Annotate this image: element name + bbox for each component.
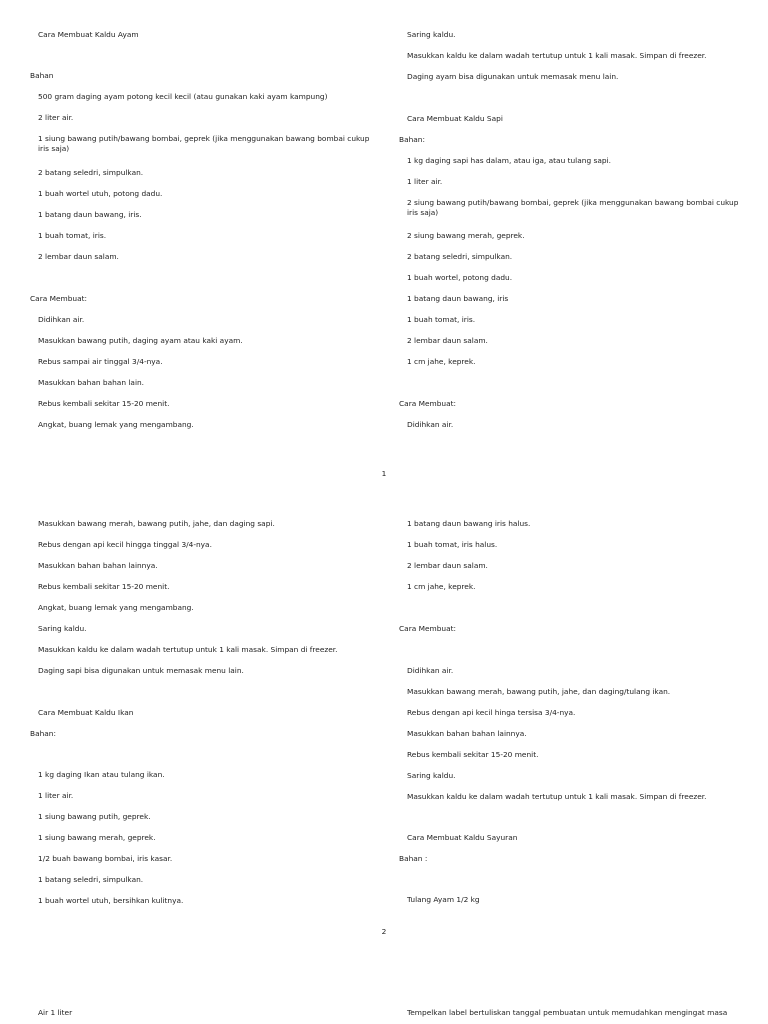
text-line: 2 siung bawang putih/bawang bombai, geprek (jika menggunakan bawang bombai cukup iris saja) bbox=[407, 198, 739, 217]
text-line: Bahan: bbox=[399, 135, 425, 144]
text-line: Tulang Ayam 1/2 kg bbox=[407, 895, 480, 904]
text-line: Masukkan bawang putih, daging ayam atau kaki ayam. bbox=[38, 336, 243, 345]
text-line: 1 batang daun bawang, iris. bbox=[38, 210, 142, 219]
text-line: Bahan : bbox=[399, 854, 428, 863]
text-line: 2 batang seledri, simpulkan. bbox=[38, 168, 144, 177]
text-line: 1 batang seledri, simpulkan. bbox=[38, 875, 144, 884]
text-line: Cara Membuat Kaldu Ikan bbox=[38, 708, 134, 717]
text-line: Cara Membuat: bbox=[399, 399, 457, 408]
text-line: Rebus kembali sekitar 15-20 menit. bbox=[38, 399, 170, 408]
text-line: Masukkan kaldu ke dalam wadah tertutup untuk 1 kali masak. Simpan di freezer. bbox=[407, 51, 707, 60]
text-line: Masukkan bawang merah, bawang putih, jahe, dan daging/tulang ikan. bbox=[407, 687, 671, 696]
text-line: Cara Membuat Kaldu Ayam bbox=[38, 30, 139, 39]
text-line: 1 kg daging sapi has dalam, atau iga, atau tulang sapi. bbox=[407, 156, 611, 165]
text-line: Rebus kembali sekitar 15-20 menit. bbox=[38, 582, 170, 591]
text-line: 1 buah wortel, potong dadu. bbox=[407, 273, 513, 282]
text-line: 2 lembar daun salam. bbox=[407, 336, 488, 345]
text-line: Masukkan bahan bahan lainnya. bbox=[407, 729, 527, 738]
text-line: Saring kaldu. bbox=[407, 771, 456, 780]
text-line: 1 kg daging Ikan atau tulang ikan. bbox=[38, 770, 165, 779]
text-line: 1 batang daun bawang, iris bbox=[407, 294, 509, 303]
text-line: Cara Membuat Kaldu Sayuran bbox=[407, 833, 518, 842]
text-line: Cara Membuat: bbox=[399, 624, 457, 633]
page-number: 2 bbox=[381, 927, 387, 936]
text-line: Daging ayam bisa digunakan untuk memasak menu lain. bbox=[407, 72, 619, 81]
text-line: Masukkan kaldu ke dalam wadah tertutup untuk 1 kali masak. Simpan di freezer. bbox=[407, 792, 707, 801]
text-line: 1 liter air. bbox=[38, 791, 74, 800]
text-line: 1 batang daun bawang iris halus. bbox=[407, 519, 531, 528]
text-line: 2 lembar daun salam. bbox=[407, 561, 488, 570]
text-line: Didihkan air. bbox=[407, 666, 454, 675]
text-line: 2 lembar daun salam. bbox=[38, 252, 119, 261]
text-line: Masukkan bahan bahan lainnya. bbox=[38, 561, 158, 570]
text-line: 1 buah tomat, iris halus. bbox=[407, 540, 498, 549]
text-line: Cara Membuat Kaldu Sapi bbox=[407, 114, 503, 123]
text-line: 1 siung bawang putih/bawang bombai, geprek (jika menggunakan bawang bombai cukup iris saja) bbox=[38, 134, 370, 153]
text-line: Saring kaldu. bbox=[38, 624, 87, 633]
text-line: Masukkan bahan bahan lain. bbox=[38, 378, 145, 387]
text-line: 2 batang seledri, simpulkan. bbox=[407, 252, 513, 261]
text-line: 1 buah tomat, iris. bbox=[38, 231, 107, 240]
text-line: Rebus dengan api kecil hinga tersisa 3/4-nya. bbox=[407, 708, 576, 717]
text-line: Bahan: bbox=[30, 729, 56, 738]
page-number: 1 bbox=[381, 469, 387, 478]
text-line: 1 buah wortel utuh, bersihkan kulitnya. bbox=[38, 896, 184, 905]
text-line: 1 buah tomat, iris. bbox=[407, 315, 476, 324]
text-line: 1/2 buah bawang bombai, iris kasar. bbox=[38, 854, 173, 863]
text-line: 1 siung bawang merah, geprek. bbox=[38, 833, 156, 842]
text-line: Didihkan air. bbox=[38, 315, 85, 324]
text-line: Angkat, buang lemak yang mengambang. bbox=[38, 603, 194, 612]
text-line: Bahan bbox=[30, 71, 54, 80]
text-line: Air 1 liter bbox=[38, 1008, 73, 1017]
text-line: Masukkan bawang merah, bawang putih, jahe, dan daging sapi. bbox=[38, 519, 275, 528]
text-line: 2 liter air. bbox=[38, 113, 74, 122]
text-line: 1 siung bawang putih, geprek. bbox=[38, 812, 151, 821]
text-line: 1 cm jahe, keprek. bbox=[407, 357, 476, 366]
text-line: Tempelkan label bertuliskan tanggal pembuatan untuk memudahkan mengingat masa bbox=[407, 1008, 728, 1017]
text-line: Saring kaldu. bbox=[407, 30, 456, 39]
text-line: Rebus sampai air tinggal 3/4-nya. bbox=[38, 357, 163, 366]
text-line: Didihkan air. bbox=[407, 420, 454, 429]
text-line: Rebus dengan api kecil hingga tinggal 3/4-nya. bbox=[38, 540, 212, 549]
text-line: Rebus kembali sekitar 15-20 menit. bbox=[407, 750, 539, 759]
text-line: 2 siung bawang merah, geprek. bbox=[407, 231, 525, 240]
text-line: Daging sapi bisa digunakan untuk memasak menu lain. bbox=[38, 666, 244, 675]
text-line: 1 liter air. bbox=[407, 177, 443, 186]
text-line: Masukkan kaldu ke dalam wadah tertutup untuk 1 kali masak. Simpan di freezer. bbox=[38, 645, 338, 654]
text-line: 1 cm jahe, keprek. bbox=[407, 582, 476, 591]
text-line: Angkat, buang lemak yang mengambang. bbox=[38, 420, 194, 429]
text-line: 1 buah wortel utuh, potong dadu. bbox=[38, 189, 163, 198]
text-line: 500 gram daging ayam potong kecil kecil (atau gunakan kaki ayam kampung) bbox=[38, 92, 328, 101]
text-line: Cara Membuat: bbox=[30, 294, 88, 303]
